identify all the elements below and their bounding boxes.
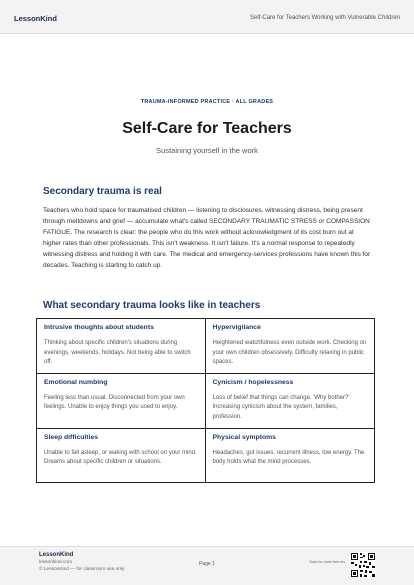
page-subtitle: Sustaining yourself in the work — [156, 146, 258, 155]
footer-copyright: © LessonKind — for classroom use only — [39, 567, 125, 572]
header-brand: LessonKind — [14, 14, 57, 23]
symptom-body: Heightened watchfulness even outside work. Checking on your own children obsessively. Difficulty relaxing in public spaces. — [212, 340, 367, 366]
symptom-title: Hypervigilance — [212, 324, 261, 331]
symptom-card — [37, 374, 206, 429]
symptom-card — [37, 429, 206, 482]
page-header — [0, 0, 414, 34]
page-title: Self-Care for Teachers — [122, 120, 292, 137]
qr-caption: Scan for more free res — [309, 560, 345, 564]
footer-brand: LessonKind — [39, 552, 74, 558]
symptom-card — [206, 429, 375, 482]
symptom-title: Sleep difficulties — [44, 433, 99, 441]
page-footer — [0, 546, 414, 585]
header-doc-title: Self-Care for Teachers Working with Vulnerable Children — [250, 15, 400, 21]
symptom-card — [37, 319, 206, 374]
symptom-body: Thinking about specific children's situations during evenings, weekends, holidays. Not being able to switch off. — [44, 340, 191, 366]
symptom-title: Emotional numbing — [44, 378, 108, 386]
section-heading-trauma: Secondary trauma is real — [43, 186, 162, 197]
symptom-body: Unable to fall asleep, or waking with school on your mind. Dreams about specific children or situations. — [44, 449, 197, 466]
symptom-card — [206, 319, 375, 374]
symptom-title: Intrusive thoughts about students — [44, 324, 154, 331]
symptom-body: Feeling less than usual. Disconnected from your own feelings. Unable to enjoy things you used to enjoy. — [44, 394, 185, 411]
qr-code-icon — [350, 552, 376, 578]
symptom-title: Physical symptoms — [212, 433, 276, 441]
trauma-paragraph: Teachers who hold space for traumatised children — listening to disclosures, witnessing distress, being present through meltdowns and grief — accumulate what's called SECONDARY TRAUMATIC STRESS or COMPASSION FATIGUE. The research is clear: the people who do this work without acknowledgment of its cost burn out at higher rates than other professionals. This isn't weakness. It isn't failure. It's a normal response to repeatedly witnessing distress and holding it with care. The medical and emergency-services professions have known this for decades. Teaching is starting to catch up. — [43, 207, 371, 270]
symptom-card — [206, 374, 375, 429]
section-heading-symptoms: What secondary trauma looks like in teachers — [43, 300, 261, 311]
page-number: Page 1 — [199, 561, 215, 567]
symptoms-grid — [36, 318, 375, 483]
footer-site-link[interactable]: lessonkind.com — [39, 560, 73, 565]
symptom-title: Cynicism / hopelessness — [212, 378, 294, 386]
kicker: TRAUMA-INFORMED PRACTICE · ALL GRADES — [140, 99, 274, 105]
symptom-body: Loss of belief that things can change. 'Why bother?' Increasing cynicism about the system, families, profession. — [212, 394, 350, 420]
symptom-body: Headaches, gut issues, recurrent illness, low energy. The body holds what the mind processes. — [212, 449, 365, 466]
